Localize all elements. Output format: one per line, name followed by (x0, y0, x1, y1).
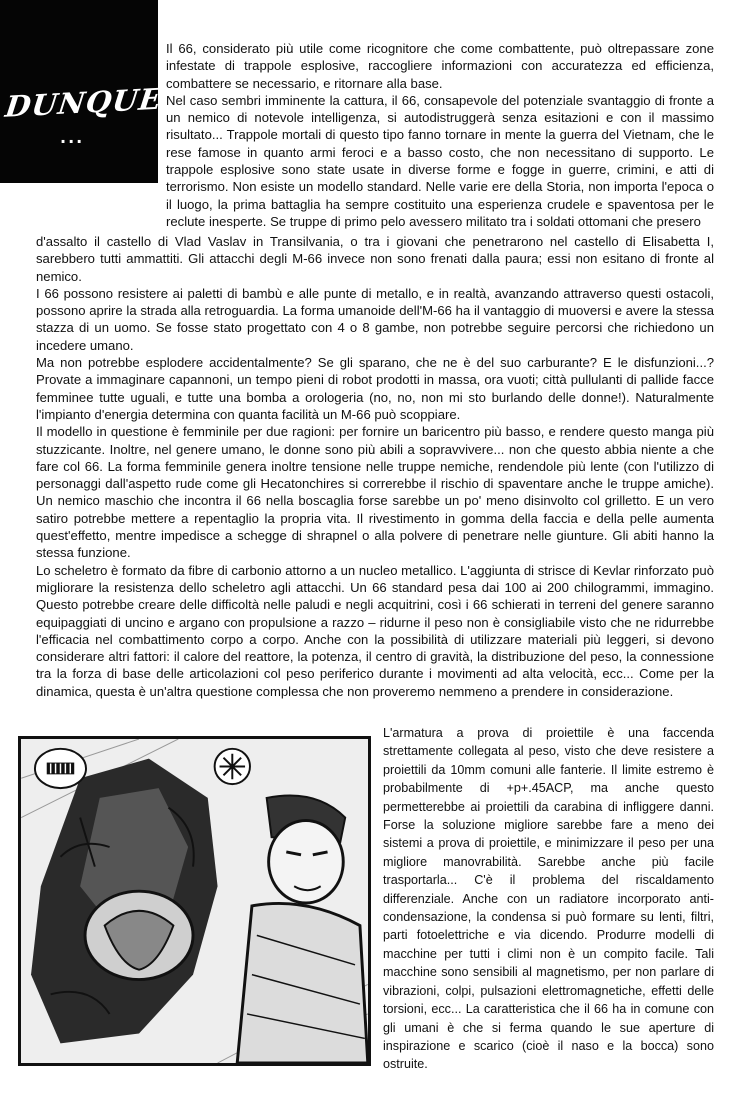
main-text (36, 233, 714, 700)
paragraph: d'assalto il castello di Vlad Vaslav in Transilvania, o tra i giovani che penetrarono nel castello di Elisabetta I, sarebbero tutti ammattiti. Gli attacchi degli M-66 invece non sono frenati dalla paura; essi non esitano di fronte al nemico. (36, 234, 714, 284)
paragraph: L'armatura a prova di proiettile è una faccenda strettamente collegata al peso, visto che deve resistere a proiettili da 10mm comuni alle fanterie. Il limite estremo è probabilmente di +p+.45ACP, ma anche questo permetterebbe ai proiettili da carabina di infliggere danni. Forse la soluzione migliore sarebbe fare a meno dei sistemi a prova di proiettile, e minimizzare il peso per una migliore manovrabilità. Sarebbe anche più facile trasportarla... C'è il problema del riscaldamento differenziale. Anche con un radiatore incorporato anti-condensazione, la condensa si può formare su lenti, filtri, parti fotoelettriche e via dicendo. Produrre modelli di macchine per tutti i climi non è un compito facile. Tali macchine sono sensibili al magnetismo, per non parlare di vibrazioni, colpi, pulsazioni elettromagnetiche, effetti delle torsioni, ecc... La caratteristica che il 66 ha in comune con gli umani è che si ferma quando le sue aperture di inspirazione e scarico (cioè il naso e la bocca) sono ostruite. (383, 726, 714, 1072)
paragraph: Il 66, considerato più utile come ricognitore che come combattente, può oltrepassare zone infestate di trappole esplosive, raccogliere informazioni con accuratezza ed efficienza, combattere se necessario, e ritornare alla base. (166, 41, 714, 91)
paragraph: Nel caso sembri imminente la cattura, il 66, consapevole del potenziale svantaggio di fronte a un nemico di notevole intelligenza, si autodistruggerà senza esitazioni e con il massimo risultato... Trappole mortali di questo tipo fanno tornare in mente la guerra del Vietnam, che le rese famose in quanto armi feroci e a basso costo, che non necessitano di supporto. Le trappole esplosive sono state usate in diverse forme e fogge in guerre, crimini, e atti di terrorismo. Non esiste un modello standard. Nelle varie ere della Storia, non importa l'epoca o il luogo, la prima battaglia ha sempre costituito una esperienza crudele e spaventosa per le reclute inesperte. Se truppe di primo pelo avessero militato tra i soldati ottomani che presero (166, 92, 714, 229)
paragraph: Ma non potrebbe esplodere accidentalmente? Se gli sparano, che ne è del suo carburante? E le disfunzioni...? Provate a immaginare capannoni, un tempo pieni di robot prodotti in massa, ora vuoti; città pullulanti di pallide facce femminee tutte uguali, e tutte una bomba a orologeria (no, no, non mi sto burlando delle donne!). Naturalmente l'impianto d'energia determina con quanta facilità un M-66 può scoppiare. (36, 355, 714, 422)
side-text (383, 724, 714, 1074)
intro-text (166, 40, 714, 230)
manga-illustration (18, 736, 371, 1066)
paragraph: I 66 possono resistere ai paletti di bambù e alle punte di metallo, e in realtà, avanzando attraverso questi ostacoli, possono aprire la strada alla retroguardia. La forma umanoide dell'M-66 ha il vantaggio di muoversi e avere la stessa stazza di un uomo. Se fosse stato progettato con 4 o 8 gambe, non potrebbe seguire percorsi che richiedono un incedere umano. (36, 285, 714, 353)
paragraph: Lo scheletro è formato da fibre di carbonio attorno a un nucleo metallico. L'aggiunta di strisce di Kevlar rinforzato può migliorare la resistenza dello scheletro agli attacchi. Un 66 standard pesa dai 100 ai 200 chilogrammi, immagino. Questo potrebbe creare delle difficoltà nelle paludi e negli acquitrini, così i 66 schierati in terreni del genere saranno equipaggiati di uncino e argano con propulsione a razzo – ridurne il peso non è consigliabile visto che ne ridurrebbe l'efficacia nel combattimento corpo a corpo. Anche con la possibilità di utilizzare materiali più leggeri, si devono considerare altri fattori: il calore del reattore, la potenza, il centro di gravità, la distribuzione del peso, la connessione tra la forza di base delle articolazioni col peso periferico durante i movimenti ad alta velocità, ecc... Come per la dinamica, questa è un'altra questione complessa che non proveremo nemmeno a prendere in considerazione. (36, 562, 714, 699)
header-block (0, 0, 165, 183)
paragraph: Il modello in questione è femminile per due ragioni: per fornire un baricentro più basso, e rendere questo manga più stuzzicante. Inoltre, nel genere umano, le donne sono più abili a sopravvivere... non che questo abbia niente a che fare col 66. La forma femminile genera inoltre tensione nelle truppe nemiche, rendendole più lente (con l'utilizzo di personaggi dall'aspetto rude come gli Hecatonchires si correrebbe il rischio di spaventare anche le truppe amiche). Un nemico maschio che incontra il 66 nella boscaglia forse sarebbe un po' meno disinvolto col grilletto. E un vero satiro potrebbe mettere a repentaglio la propria vita. Il rivestimento in gomma della faccia e della pelle aumenta quest'effetto, mentre impedisce a schegge di shrapnel o alla polvere di penetrare nelle giunture. Gli abiti hanno la stessa funzione. (36, 424, 714, 561)
section-title: DUNQUE (3, 81, 165, 124)
section-title-dots: ... (60, 128, 85, 147)
illustration-drawing (21, 739, 368, 1063)
